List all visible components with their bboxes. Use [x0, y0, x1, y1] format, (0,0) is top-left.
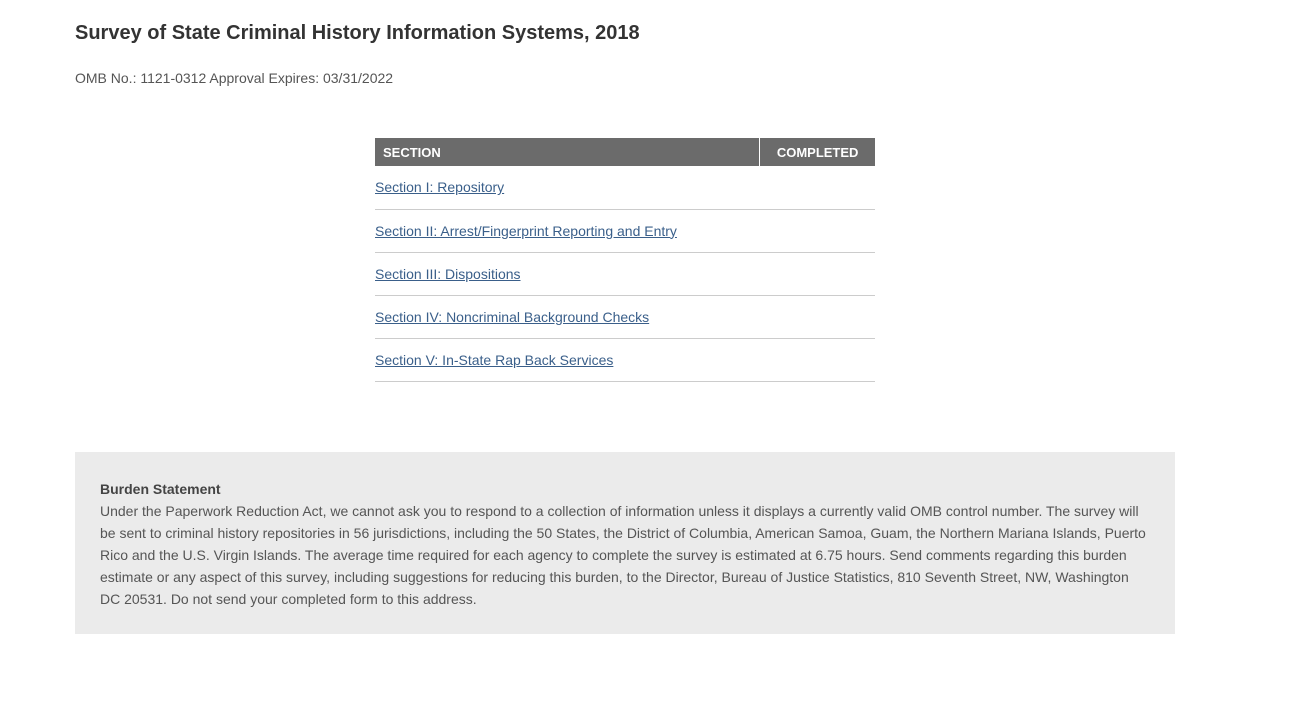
column-header-section: SECTION — [375, 138, 760, 166]
sections-table — [375, 138, 875, 382]
table-row — [375, 252, 875, 295]
omb-approval-text: OMB No.: 1121-0312 Approval Expires: 03/31/2022 — [75, 70, 394, 86]
burden-statement-box — [75, 452, 1175, 634]
section-cell — [375, 209, 760, 252]
section-cell — [375, 338, 760, 381]
completed-cell — [760, 338, 875, 381]
section-cell — [375, 252, 760, 295]
section-cell — [375, 295, 760, 338]
section-link-arrest-fingerprint[interactable]: Section II: Arrest/Fingerprint Reporting and Entry — [375, 222, 677, 239]
burden-statement-title: Burden Statement — [100, 481, 221, 497]
completed-cell — [760, 166, 875, 209]
section-link-noncriminal-checks[interactable]: Section IV: Noncriminal Background Checks — [375, 308, 650, 325]
section-link-repository[interactable]: Section I: Repository — [375, 179, 505, 196]
table-row — [375, 166, 875, 209]
completed-cell — [760, 209, 875, 252]
table-header-row — [375, 138, 875, 166]
burden-statement-text: Under the Paperwork Reduction Act, we cannot ask you to respond to a collection of information unless it displays a currently valid OMB control number. The survey will be sent to criminal history repositories in 56 jurisdictions, including the 50 States, the District of Columbia, American Samoa, Guam, the Northern Mariana Islands, Puerto Rico and the U.S. Virgin Islands. The average time required for each agency to complete the survey is estimated at 6.75 hours. Send comments regarding this burden estimate or any aspect of this survey, including suggestions for reducing this burden, to the Director, Bureau of Justice Statistics, 810 Seventh Street, NW, Washington DC 20531. Do not send your completed form to this address. — [100, 503, 1146, 607]
section-link-dispositions[interactable]: Section III: Dispositions — [375, 265, 521, 282]
table-row — [375, 209, 875, 252]
completed-cell — [760, 252, 875, 295]
completed-cell — [760, 295, 875, 338]
column-header-completed: COMPLETED — [760, 138, 875, 166]
section-cell — [375, 166, 760, 209]
table-row — [375, 338, 875, 381]
section-link-rap-back[interactable]: Section V: In-State Rap Back Services — [375, 351, 614, 368]
page-title: Survey of State Criminal History Information Systems, 2018 — [75, 22, 640, 44]
table-row — [375, 295, 875, 338]
